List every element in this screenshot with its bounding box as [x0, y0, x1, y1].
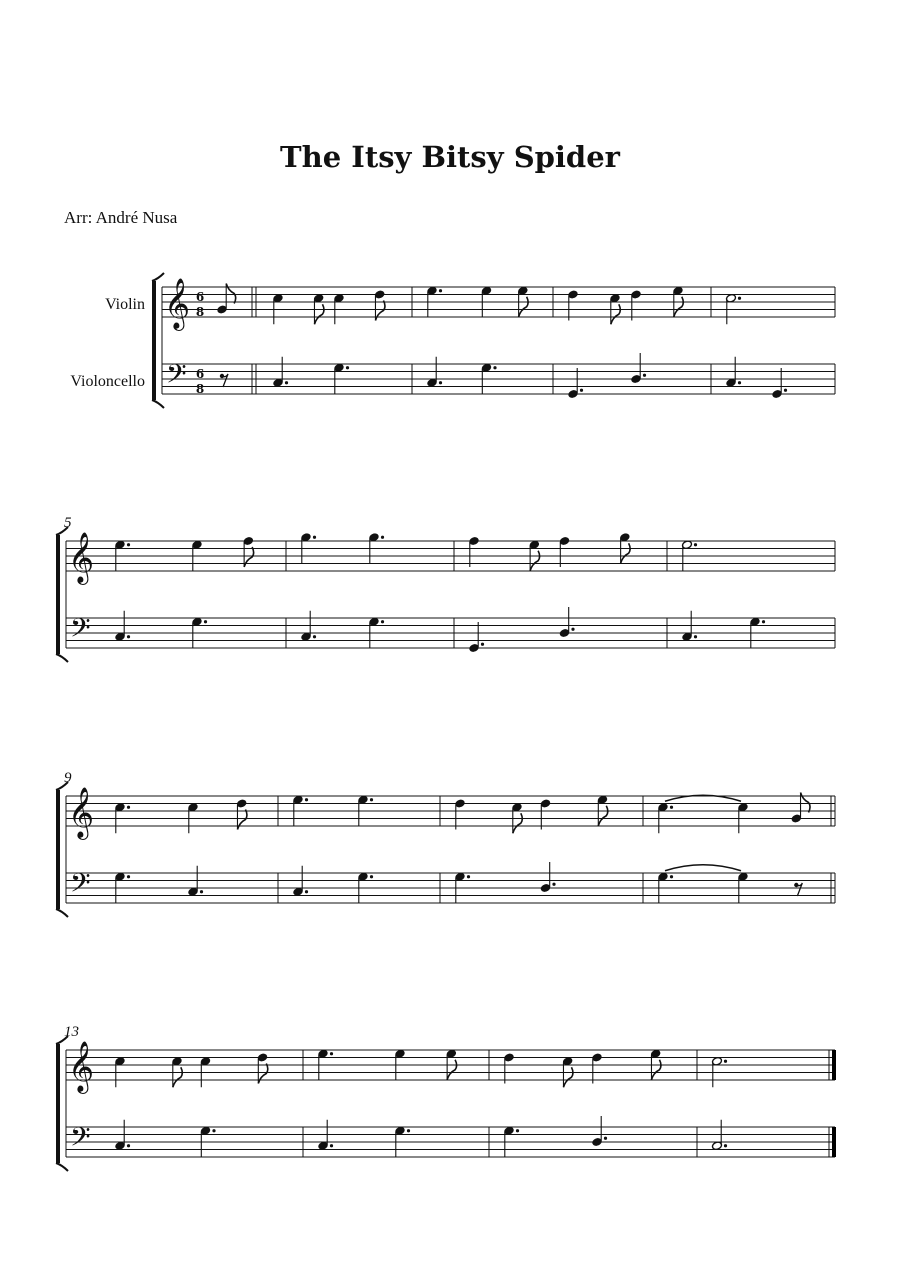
augmentation-dot — [313, 536, 316, 539]
note-flag — [530, 551, 540, 571]
instrument-label-violoncello: Violoncello — [70, 373, 145, 390]
note-flag — [447, 1060, 457, 1080]
augmentation-dot — [407, 1129, 410, 1132]
augmentation-dot — [370, 798, 373, 801]
augmentation-dot — [313, 635, 316, 638]
augmentation-dot — [481, 643, 484, 646]
system-bracket — [152, 400, 164, 408]
time-signature-numerator: 6 — [195, 290, 205, 304]
augmentation-dot — [724, 1144, 727, 1147]
treble-clef-icon: 𝄞 — [164, 278, 191, 329]
eighth-rest-icon — [222, 374, 228, 387]
note-flag — [674, 297, 684, 317]
eighth-rest-icon — [796, 883, 802, 896]
note-flag — [598, 806, 608, 826]
bass-clef-icon: 𝄢 — [70, 1121, 91, 1159]
augmentation-dot — [738, 381, 741, 384]
bass-clef-icon: 𝄢 — [70, 867, 91, 905]
augmentation-dot — [694, 543, 697, 546]
augmentation-dot — [670, 875, 673, 878]
time-signature-denominator: 8 — [195, 305, 205, 319]
note-flag — [621, 543, 631, 563]
augmentation-dot — [127, 1144, 130, 1147]
treble-clef-icon: 𝄞 — [68, 532, 95, 583]
augmentation-dot — [643, 374, 646, 377]
augmentation-dot — [200, 890, 203, 893]
treble-clef-icon: 𝄞 — [68, 787, 95, 838]
augmentation-dot — [127, 875, 130, 878]
augmentation-dot — [127, 806, 130, 809]
final-barline — [832, 1050, 836, 1080]
measure-number: 13 — [64, 1024, 79, 1040]
time-signature-denominator: 8 — [195, 382, 205, 396]
augmentation-dot — [305, 798, 308, 801]
system-bracket — [56, 1163, 68, 1171]
augmentation-dot — [516, 1129, 519, 1132]
augmentation-dot — [370, 875, 373, 878]
system-bracket — [56, 790, 60, 909]
augmentation-dot — [330, 1144, 333, 1147]
score-title: The Itsy Bitsy Spider — [280, 140, 620, 174]
note-flag — [611, 304, 621, 324]
final-barline — [832, 1127, 836, 1157]
augmentation-dot — [604, 1137, 607, 1140]
note-flag — [651, 1060, 661, 1080]
augmentation-dot — [552, 883, 555, 886]
augmentation-dot — [305, 890, 308, 893]
note-flag — [314, 304, 324, 324]
note-flag — [173, 1067, 183, 1087]
augmentation-dot — [381, 536, 384, 539]
bass-clef-icon: 𝄢 — [70, 612, 91, 650]
system-bracket — [56, 1044, 60, 1163]
system-bracket — [152, 273, 164, 281]
note-flag — [519, 297, 529, 317]
system-bracket — [56, 654, 68, 662]
augmentation-dot — [127, 635, 130, 638]
augmentation-dot — [694, 635, 697, 638]
augmentation-dot — [330, 1052, 333, 1055]
note-flag — [513, 813, 523, 833]
augmentation-dot — [493, 366, 496, 369]
measure-number: 5 — [64, 515, 72, 531]
augmentation-dot — [738, 297, 741, 300]
instrument-label-violin: Violin — [105, 296, 145, 313]
augmentation-dot — [670, 806, 673, 809]
system-bracket — [56, 909, 68, 917]
measure-number: 9 — [64, 770, 72, 786]
augmentation-dot — [571, 628, 574, 631]
augmentation-dot — [467, 875, 470, 878]
bass-clef-icon: 𝄢 — [166, 358, 187, 396]
augmentation-dot — [346, 366, 349, 369]
augmentation-dot — [285, 381, 288, 384]
tie-slur — [665, 865, 741, 871]
augmentation-dot — [724, 1060, 727, 1063]
arranger-credit: Arr: André Nusa — [64, 208, 178, 227]
augmentation-dot — [580, 389, 583, 392]
augmentation-dot — [762, 620, 765, 623]
augmentation-dot — [212, 1129, 215, 1132]
system-bracket — [152, 281, 156, 400]
augmentation-dot — [381, 620, 384, 623]
note-flag — [563, 1067, 573, 1087]
augmentation-dot — [784, 389, 787, 392]
time-signature-numerator: 6 — [195, 367, 205, 381]
augmentation-dot — [127, 543, 130, 546]
augmentation-dot — [439, 289, 442, 292]
system-bracket — [56, 535, 60, 654]
treble-clef-icon: 𝄞 — [68, 1041, 95, 1092]
augmentation-dot — [204, 620, 207, 623]
augmentation-dot — [439, 381, 442, 384]
